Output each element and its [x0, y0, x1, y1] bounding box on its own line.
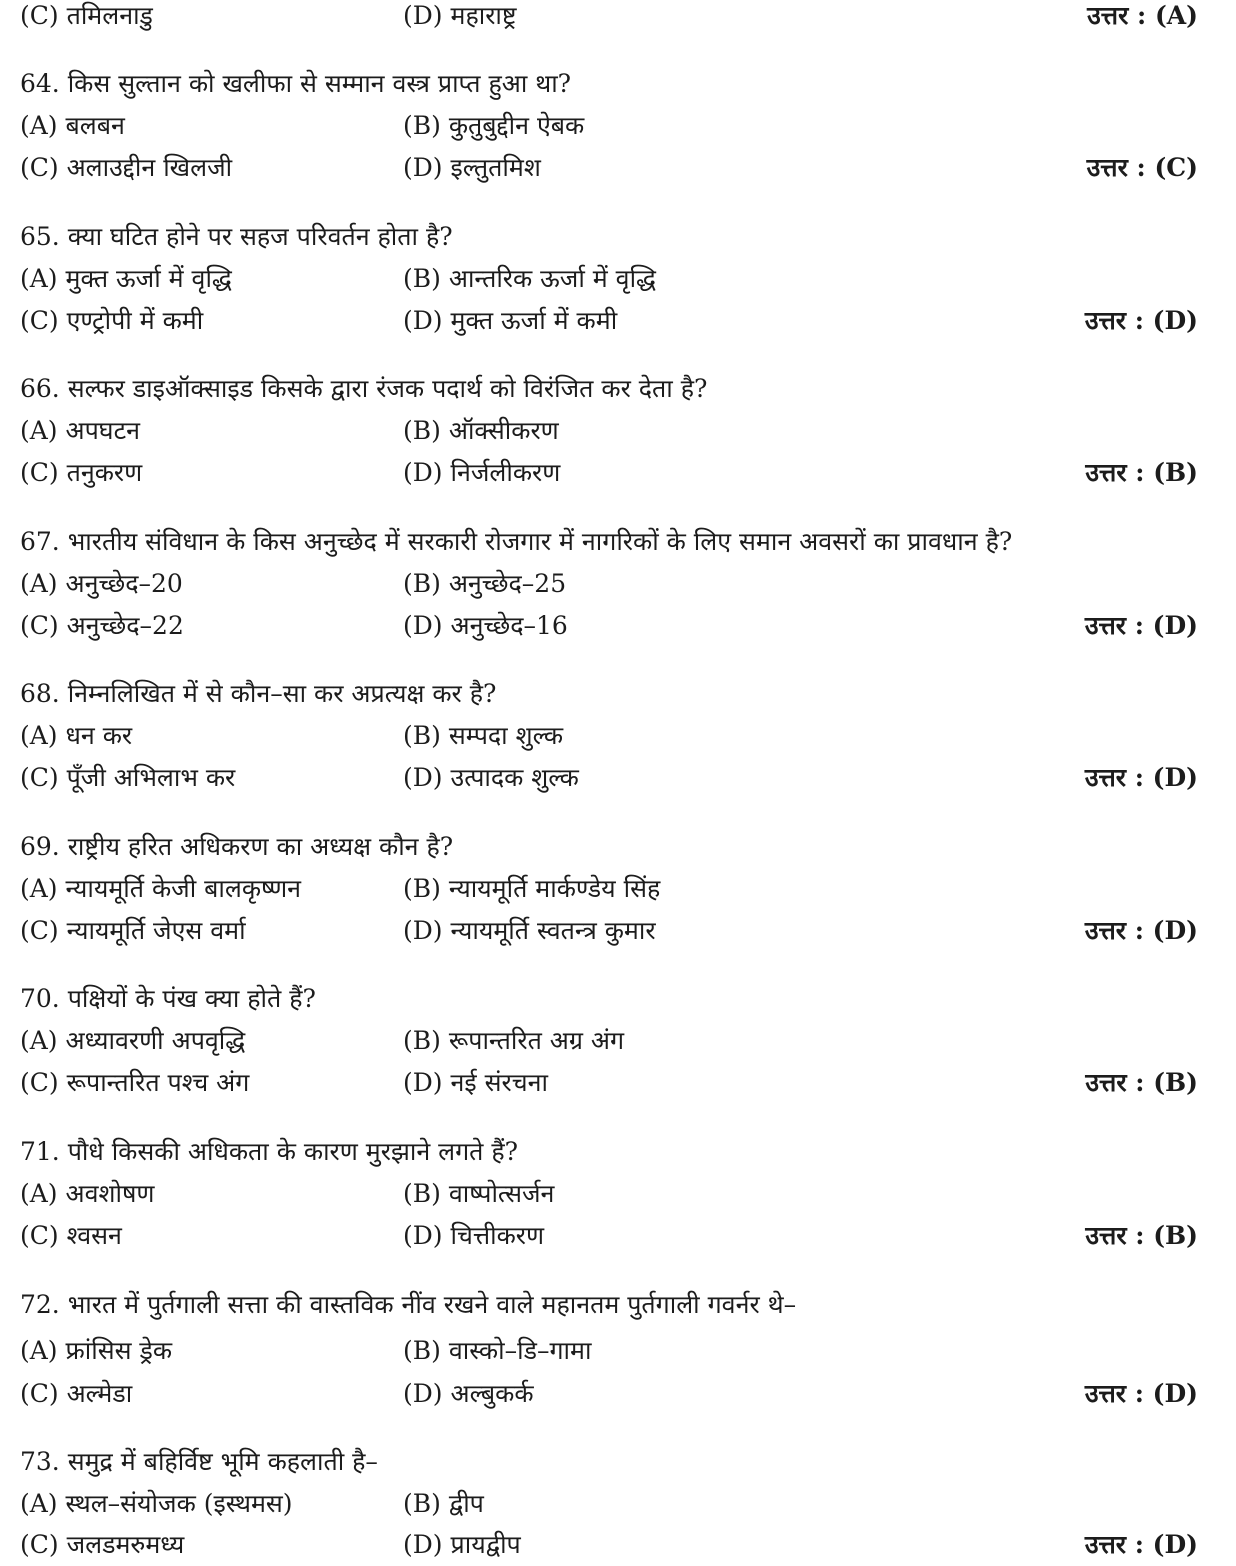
option-b: (B) ऑक्सीकरण	[403, 416, 559, 445]
option-b: (B) सम्पदा शुल्क	[403, 721, 564, 750]
option-b: (B) वाष्पोत्सर्जन	[403, 1179, 555, 1208]
question-64: 64. किस सुल्तान को खलीफा से सम्मान वस्त्र प्राप्त हुआ था?	[20, 69, 572, 98]
option-b: (B) आन्तरिक ऊर्जा में वृद्धि	[403, 264, 657, 293]
answer-value: (C)	[1154, 153, 1198, 182]
options-row-cd	[0, 147, 1236, 189]
answer-value: (D)	[1152, 611, 1198, 640]
answer-label: उत्तर	[1085, 1068, 1127, 1097]
answer-label: उत्तर	[1084, 1379, 1127, 1408]
option-c: (C) तमिलनाडु	[20, 1, 153, 30]
answer: उत्तर : (B)	[1085, 458, 1198, 487]
option-d: (D) प्रायद्वीप	[403, 1530, 521, 1559]
option-a: (A) बलबन	[20, 111, 125, 140]
options-row-cd	[0, 452, 1236, 494]
option-c: (C) एण्ट्रोपी में कमी	[20, 306, 204, 335]
option-b: (B) वास्को–डि–गामा	[403, 1336, 592, 1365]
answer: उत्तर : (C)	[1086, 153, 1198, 182]
option-d: (D) अनुच्छेद–16	[403, 611, 568, 640]
options-row-ab	[0, 1020, 1236, 1062]
question-68: 68. निम्नलिखित में से कौन–सा कर अप्रत्यक्ष कर है?	[20, 679, 497, 708]
option-a: (A) स्थल–संयोजक (इस्थमस)	[20, 1489, 293, 1518]
answer: उत्तर : (A)	[1087, 1, 1198, 30]
option-c: (C) अल्मेडा	[20, 1379, 133, 1408]
options-row-cd	[0, 605, 1236, 647]
options-row-cd	[0, 910, 1236, 952]
options-row-cd	[0, 1524, 1236, 1566]
options-row-ab	[0, 258, 1236, 300]
answer: उत्तर : (D)	[1084, 611, 1198, 640]
option-d: (D) नई संरचना	[403, 1068, 548, 1097]
question-71: 71. पौधे किसकी अधिकता के कारण मुरझाने लगते हैं?	[20, 1137, 519, 1166]
answer: उत्तर : (D)	[1084, 1379, 1198, 1408]
option-d: (D) मुक्त ऊर्जा में कमी	[403, 306, 618, 335]
answer-label: उत्तर	[1084, 763, 1127, 792]
option-d: (D) चित्तीकरण	[403, 1221, 545, 1250]
answer-label: उत्तर	[1087, 1, 1129, 30]
answer: उत्तर : (D)	[1084, 306, 1198, 335]
options-row-cd	[0, 1373, 1236, 1415]
option-a: (A) अपघटन	[20, 416, 141, 445]
question-65: 65. क्या घटित होने पर सहज परिवर्तन होता है?	[20, 222, 453, 251]
option-a: (A) अनुच्छेद–20	[20, 569, 183, 598]
question-69: 69. राष्ट्रीय हरित अधिकरण का अध्यक्ष कौन है?	[20, 832, 454, 861]
option-d: (D) इल्तुतमिश	[403, 153, 541, 182]
options-row-ab	[0, 1173, 1236, 1215]
option-b: (B) रूपान्तरित अग्र अंग	[403, 1026, 625, 1055]
question-66: 66. सल्फर डाइऑक्साइड किसके द्वारा रंजक पदार्थ को विरंजित कर देता है?	[20, 374, 708, 403]
options-row-ab	[0, 563, 1236, 605]
option-b: (B) द्वीप	[403, 1489, 484, 1518]
option-a: (A) अध्यावरणी अपवृद्धि	[20, 1026, 246, 1055]
option-a: (A) न्यायमूर्ति केजी बालकृष्णन	[20, 874, 302, 903]
question-70: 70. पक्षियों के पंख क्या होते हैं?	[20, 984, 316, 1013]
options-row-ab	[0, 105, 1236, 147]
question-text	[0, 1131, 1236, 1173]
answer: उत्तर : (D)	[1084, 1530, 1198, 1559]
answer-value: (D)	[1152, 1379, 1198, 1408]
answer: उत्तर : (D)	[1084, 763, 1198, 792]
option-c: (C) न्यायमूर्ति जेएस वर्मा	[20, 916, 246, 945]
question-text	[0, 826, 1236, 868]
answer-label: उत्तर	[1084, 916, 1127, 945]
question-text	[0, 521, 1236, 563]
question-text	[0, 978, 1236, 1020]
answer: उत्तर : (B)	[1085, 1221, 1198, 1250]
option-b: (B) अनुच्छेद–25	[403, 569, 567, 598]
option-d: (D) न्यायमूर्ति स्वतन्त्र कुमार	[403, 916, 656, 945]
option-d: (D) निर्जलीकरण	[403, 458, 561, 487]
option-a: (A) फ्रांसिस ड्रेक	[20, 1336, 173, 1365]
options-row-ab	[0, 1483, 1236, 1525]
options-row-cd	[0, 300, 1236, 342]
answer-label: उत्तर	[1085, 458, 1127, 487]
option-c: (C) अनुच्छेद–22	[20, 611, 184, 640]
option-d: (D) महाराष्ट्र	[403, 1, 517, 30]
answer-value: (B)	[1153, 458, 1198, 487]
option-c: (C) जलडमरुमध्य	[20, 1530, 185, 1559]
options-row-ab	[0, 410, 1236, 452]
option-a: (A) धन कर	[20, 721, 133, 750]
option-c: (C) श्वसन	[20, 1221, 122, 1250]
answer-label: उत्तर	[1084, 611, 1127, 640]
option-c: (C) तनुकरण	[20, 458, 143, 487]
answer-value: (D)	[1152, 306, 1198, 335]
option-d: (D) अल्बुकर्क	[403, 1379, 534, 1408]
options-row-cd	[0, 1062, 1236, 1104]
answer-label: उत्तर	[1086, 153, 1128, 182]
top-options-row	[0, 0, 1236, 37]
question-67: 67. भारतीय संविधान के किस अनुच्छेद में सरकारी रोजगार में नागरिकों के लिए समान अवसरों का प्रावधान है?	[20, 527, 1013, 556]
options-row-cd	[0, 1215, 1236, 1257]
option-c: (C) रूपान्तरित पश्च अंग	[20, 1068, 250, 1097]
option-c: (C) अलाउद्दीन खिलजी	[20, 153, 233, 182]
option-c: (C) पूँजी अभिलाभ कर	[20, 763, 236, 792]
question-73: 73. समुद्र में बहिर्विष्ट भूमि कहलाती है–	[20, 1447, 378, 1476]
answer-label: उत्तर	[1084, 306, 1127, 335]
answer-value: (D)	[1152, 916, 1198, 945]
answer-value: (A)	[1154, 1, 1198, 30]
question-text	[0, 1284, 1236, 1326]
answer: उत्तर : (B)	[1085, 1068, 1198, 1097]
options-row-ab	[0, 715, 1236, 757]
question-72: 72. भारत में पुर्तगाली सत्ता की वास्तविक नींव रखने वाले महानतम पुर्तगाली गवर्नर थे–	[20, 1290, 797, 1319]
question-text	[0, 1441, 1236, 1483]
question-text	[0, 216, 1236, 258]
options-row-ab	[0, 868, 1236, 910]
answer: उत्तर : (D)	[1084, 916, 1198, 945]
option-a: (A) अवशोषण	[20, 1179, 155, 1208]
question-text	[0, 673, 1236, 715]
question-text	[0, 63, 1236, 105]
answer-value: (B)	[1153, 1221, 1198, 1250]
answer-value: (B)	[1153, 1068, 1198, 1097]
options-row-cd	[0, 757, 1236, 799]
options-row-ab	[0, 1330, 1236, 1372]
answer-label: उत्तर	[1085, 1221, 1127, 1250]
answer-label: उत्तर	[1084, 1530, 1127, 1559]
answer-value: (D)	[1152, 763, 1198, 792]
option-b: (B) कुतुबुद्दीन ऐबक	[403, 111, 585, 140]
answer-value: (D)	[1152, 1530, 1198, 1559]
option-d: (D) उत्पादक शुल्क	[403, 763, 579, 792]
option-a: (A) मुक्त ऊर्जा में वृद्धि	[20, 264, 232, 293]
question-text	[0, 368, 1236, 410]
option-b: (B) न्यायमूर्ति मार्कण्डेय सिंह	[403, 874, 661, 903]
